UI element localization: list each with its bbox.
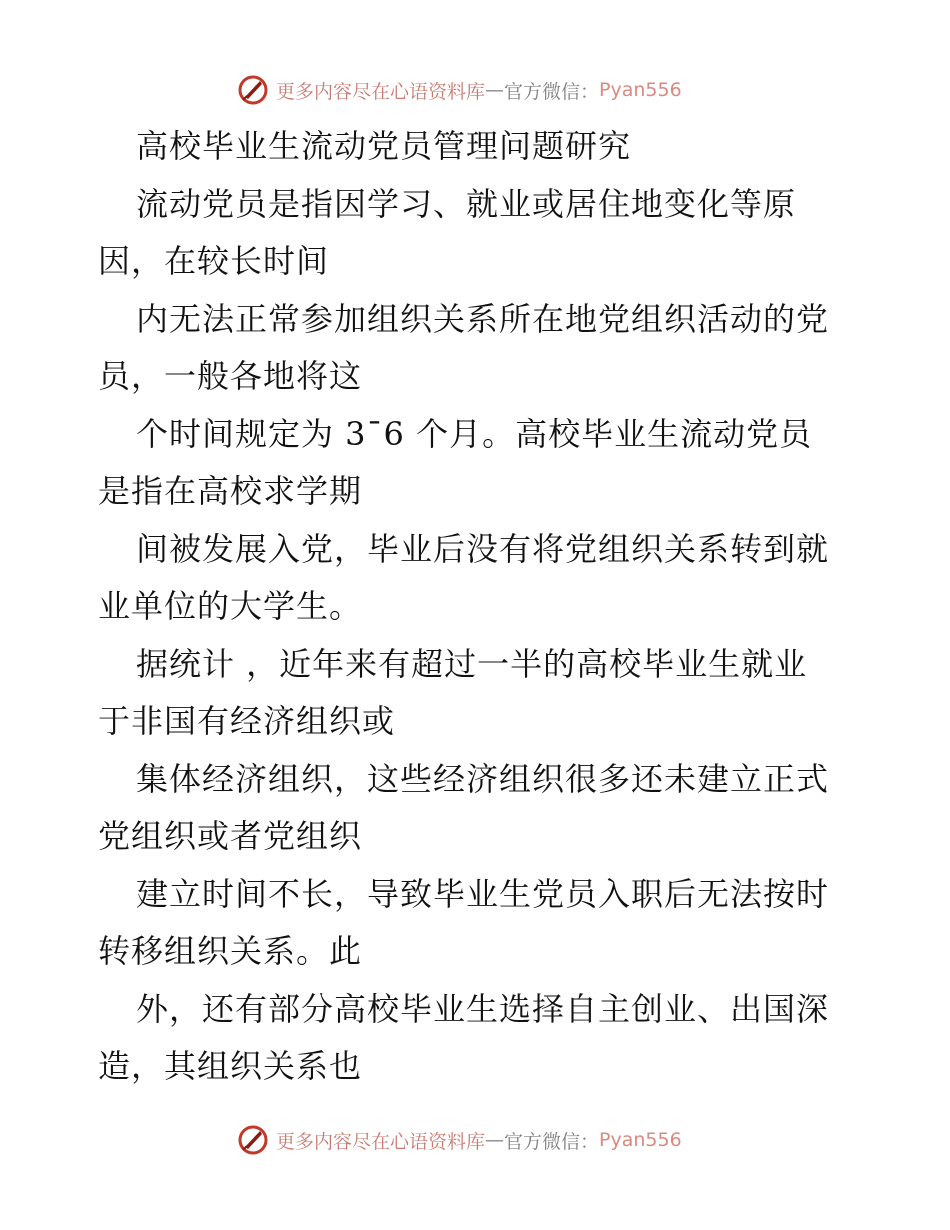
feather-seal-icon xyxy=(236,1123,270,1157)
footer-watermark xyxy=(236,1122,682,1158)
paragraph-line: 于非国有经济组织或 xyxy=(98,702,396,740)
header-watermark xyxy=(236,72,682,108)
paragraph-line: 间被发展入党，毕业后没有将党组织关系转到就 xyxy=(136,529,830,568)
paragraph-line: 业单位的大学生。 xyxy=(98,587,363,625)
paragraph-line: 建立时间不长，导致毕业生党员入职后无法按时 xyxy=(136,874,830,913)
paragraph-line: 是指在高校求学期 xyxy=(98,472,363,510)
document-body xyxy=(98,118,858,1096)
paragraph-line: 转移组织关系。此 xyxy=(98,932,363,970)
watermark-library-text: 更多内容尽在心语资料库 xyxy=(276,80,486,103)
feather-seal-icon xyxy=(236,73,270,107)
watermark-wechat-id: Pyan556 xyxy=(599,1129,682,1151)
watermark-wechat-label: 官方微信： xyxy=(504,1130,600,1153)
paragraph-line: 内无法正常参加组织关系所在地党组织活动的党 xyxy=(136,299,830,338)
paragraph-line: 党组织或者党组织 xyxy=(98,817,363,855)
watermark-library-text: 更多内容尽在心语资料库 xyxy=(276,1130,486,1153)
watermark-dash: — xyxy=(485,79,505,101)
watermark-wechat-id: Pyan556 xyxy=(599,79,682,101)
paragraph-line: 因，在较长时间 xyxy=(98,242,330,280)
watermark-wechat-label: 官方微信： xyxy=(504,80,600,103)
paragraph-line: 集体经济组织，这些经济组织很多还未建立正式 xyxy=(136,759,830,798)
paragraph-line: 员，一般各地将这 xyxy=(98,357,363,395)
watermark-dash: — xyxy=(485,1129,505,1151)
paragraph-line: 造，其组织关系也 xyxy=(98,1047,363,1085)
paragraph-line: 个时间规定为 3¯6 个月。高校毕业生流动党员 xyxy=(136,414,813,453)
paragraph-line: 外，还有部分高校毕业生选择自主创业、出国深 xyxy=(136,989,830,1028)
document-title: 高校毕业生流动党员管理问题研究 xyxy=(136,127,632,165)
paragraph-line: 据统计 ，近年来有超过一半的高校毕业生就业 xyxy=(136,644,808,683)
paragraph-line: 流动党员是指因学习、就业或居住地变化等原 xyxy=(136,184,797,223)
